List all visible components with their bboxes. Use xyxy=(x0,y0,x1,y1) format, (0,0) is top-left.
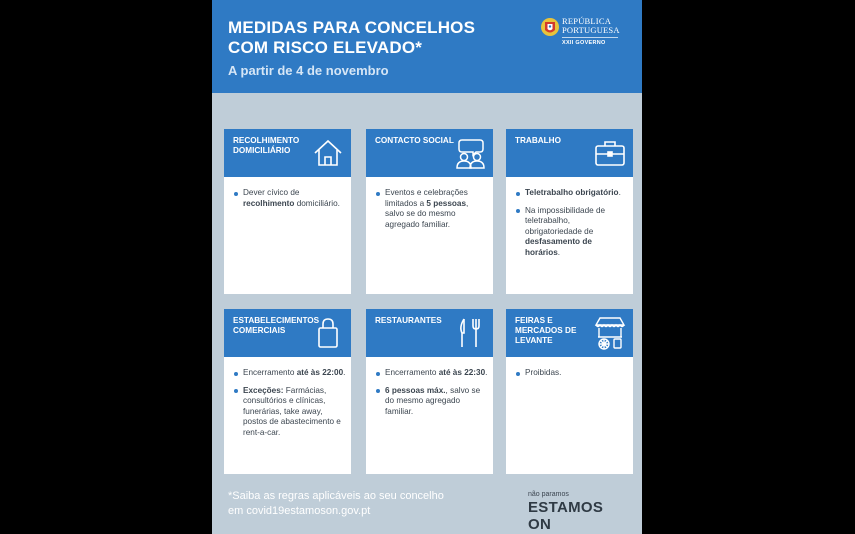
bullet-text-bold: 5 pessoas xyxy=(426,198,467,208)
bullet-text: . xyxy=(618,188,621,197)
people-chat-icon xyxy=(453,135,487,171)
card-title: CONTACTO SOCIAL xyxy=(375,136,454,145)
card-title: TRABALHO xyxy=(515,136,561,145)
poster xyxy=(212,0,642,534)
cutlery-icon xyxy=(453,315,487,351)
bullet-text-bold: Exceções: xyxy=(243,385,284,395)
bullet-text: Proibidas. xyxy=(525,368,562,377)
logo-text-line-1: REPÚBLICA xyxy=(562,16,612,26)
header-banner xyxy=(212,0,642,93)
title-line-1: MEDIDAS PARA CONCELHOS xyxy=(228,18,476,37)
card-header xyxy=(366,309,493,357)
bullet-item xyxy=(516,368,628,379)
bullet-text: Encerramento xyxy=(243,368,297,377)
card-recolhimento xyxy=(224,129,351,294)
bullet-item xyxy=(234,386,346,439)
card-body xyxy=(376,188,488,237)
bullet-item xyxy=(516,188,628,199)
logo-text-line-3: XXII GOVERNO xyxy=(562,40,606,46)
bullet-item xyxy=(376,368,488,379)
card-body xyxy=(234,368,346,445)
brand-name: ESTAMOS ON xyxy=(528,499,604,533)
footer-note-line-2: em covid19estamoson.gov.pt xyxy=(228,505,371,517)
card-title: FEIRAS E MERCADOS DE LEVANTE xyxy=(515,316,577,345)
card-body xyxy=(376,368,488,424)
bullet-item xyxy=(376,188,488,230)
card-body xyxy=(516,188,628,265)
estamos-on-logo xyxy=(528,491,628,533)
card-header xyxy=(224,309,351,357)
bullet-text: , salvo se do mesmo agregado familiar. xyxy=(385,385,481,416)
market-stall-icon xyxy=(593,315,627,351)
card-restaurantes xyxy=(366,309,493,474)
card-header xyxy=(224,129,351,177)
card-header xyxy=(506,309,633,357)
bullet-item xyxy=(234,188,346,209)
bullet-text: Na impossibilidade de teletrabalho, obrigatoriedade de xyxy=(525,205,606,236)
bullet-text: Eventos e celebrações limitados a xyxy=(385,188,468,208)
title-line-2: COM RISCO ELEVADO* xyxy=(228,38,423,57)
coat-of-arms-icon xyxy=(540,16,560,38)
bullet-text: . xyxy=(557,247,561,257)
bullet-text-bold: Teletrabalho obrigatório xyxy=(525,188,619,197)
bullet-text: , salvo se do mesmo agregado familiar. xyxy=(385,198,469,229)
shopping-bag-icon xyxy=(311,315,345,351)
bullet-item xyxy=(516,206,628,259)
card-body xyxy=(234,188,346,216)
logo-divider xyxy=(562,37,618,38)
card-title: RECOLHIMENTO DOMICILIÁRIO xyxy=(233,136,300,155)
bullet-text: Farmácias, consultórios e clínicas, funerárias, take away, postos de abastecimento e rent-a-car. xyxy=(243,385,341,437)
card-header xyxy=(506,129,633,177)
card-body xyxy=(516,368,628,386)
bullet-text: Encerramento xyxy=(385,368,439,377)
page-subtitle: A partir de 4 de novembro xyxy=(228,63,389,78)
card-trabalho xyxy=(506,129,633,294)
card-title: RESTAURANTES xyxy=(375,316,442,325)
card-title: ESTABELECIMENTOS COMERCIAIS xyxy=(233,316,320,335)
logo-text-line-2: PORTUGUESA xyxy=(562,25,620,35)
house-icon xyxy=(311,135,345,171)
card-contacto-social xyxy=(366,129,493,294)
footer-note xyxy=(228,489,478,519)
bullet-text-bold: até às 22:00 xyxy=(296,368,344,377)
bullet-item xyxy=(376,386,488,418)
government-logo xyxy=(540,14,632,54)
card-header xyxy=(366,129,493,177)
bullet-text: . xyxy=(485,368,488,377)
briefcase-icon xyxy=(593,135,627,171)
bullet-item xyxy=(234,368,346,379)
card-estabelecimentos xyxy=(224,309,351,474)
bullet-text: . xyxy=(343,368,346,377)
bullet-text: domiciliário. xyxy=(294,198,340,208)
brand-tagline: não paramos xyxy=(528,491,569,498)
page-title xyxy=(228,18,528,58)
card-feiras xyxy=(506,309,633,474)
bullet-text-bold: até às 22:30 xyxy=(438,368,486,377)
footer-note-line-1: *Saiba as regras aplicáveis ao seu concelho xyxy=(228,490,444,502)
bullet-text-bold: recolhimento xyxy=(243,198,295,208)
bullet-text: Dever cívico de xyxy=(243,188,300,197)
bullet-text-bold: 6 pessoas máx. xyxy=(385,385,446,395)
bullet-text-bold: desfasamento de horários xyxy=(525,237,592,257)
